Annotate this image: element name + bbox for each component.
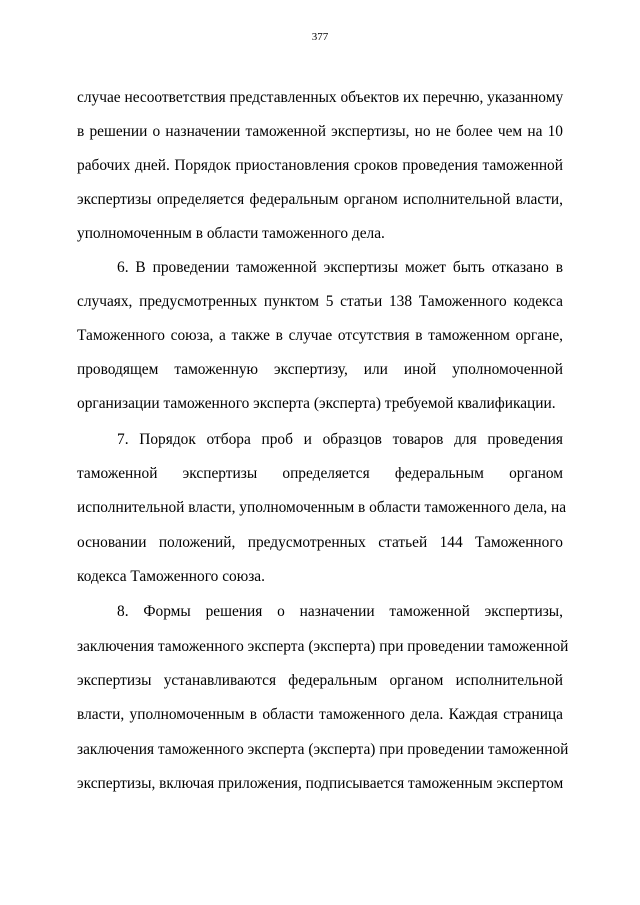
- text-line: власти, уполномоченным в области таможенного дела. Каждая страница: [77, 706, 563, 723]
- text-line: случае несоответствия представленных объектов их перечню, указанному: [77, 89, 564, 106]
- paragraph-7-first-line: 7. Порядок отбора проб и образцов товаров для проведения: [117, 431, 563, 448]
- text-line: проводящем таможенную экспертизу, или иной уполномоченной: [77, 361, 563, 378]
- text-line: экспертизы, включая приложения, подписывается таможенным экспертом: [77, 775, 564, 792]
- text-line: заключения таможенного эксперта (эксперта) при проведении таможенной: [77, 638, 569, 655]
- text-line: организации таможенного эксперта (эксперта) требуемой квалификации.: [77, 395, 556, 412]
- paragraph-6-first-line: 6. В проведении таможенной экспертизы может быть отказано в: [117, 259, 563, 276]
- text-line: основании положений, предусмотренных статьей 144 Таможенного: [77, 534, 563, 551]
- paragraph-8-first-line: 8. Формы решения о назначении таможенной экспертизы,: [117, 603, 563, 620]
- text-line: уполномоченным в области таможенного дела.: [77, 225, 385, 242]
- text-line: случаях, предусмотренных пунктом 5 статьи 138 Таможенного кодекса: [77, 293, 563, 310]
- text-line: Таможенного союза, а также в случае отсутствия в таможенном органе,: [77, 327, 563, 344]
- text-line: кодекса Таможенного союза.: [77, 568, 265, 585]
- text-line: экспертизы устанавливаются федеральным органом исполнительной: [77, 672, 563, 689]
- text-line: исполнительной власти, уполномоченным в области таможенного дела, на: [77, 499, 567, 516]
- text-line: заключения таможенного эксперта (эксперта) при проведении таможенной: [77, 741, 569, 758]
- text-line: экспертизы определяется федеральным органом исполнительной власти,: [77, 191, 563, 208]
- text-line: рабочих дней. Порядок приостановления сроков проведения таможенной: [77, 157, 563, 174]
- text-line: таможенной экспертизы определяется федеральным органом: [77, 465, 563, 482]
- page-number: 377: [311, 31, 329, 43]
- text-line: в решении о назначении таможенной экспертизы, но не более чем на 10: [77, 123, 563, 140]
